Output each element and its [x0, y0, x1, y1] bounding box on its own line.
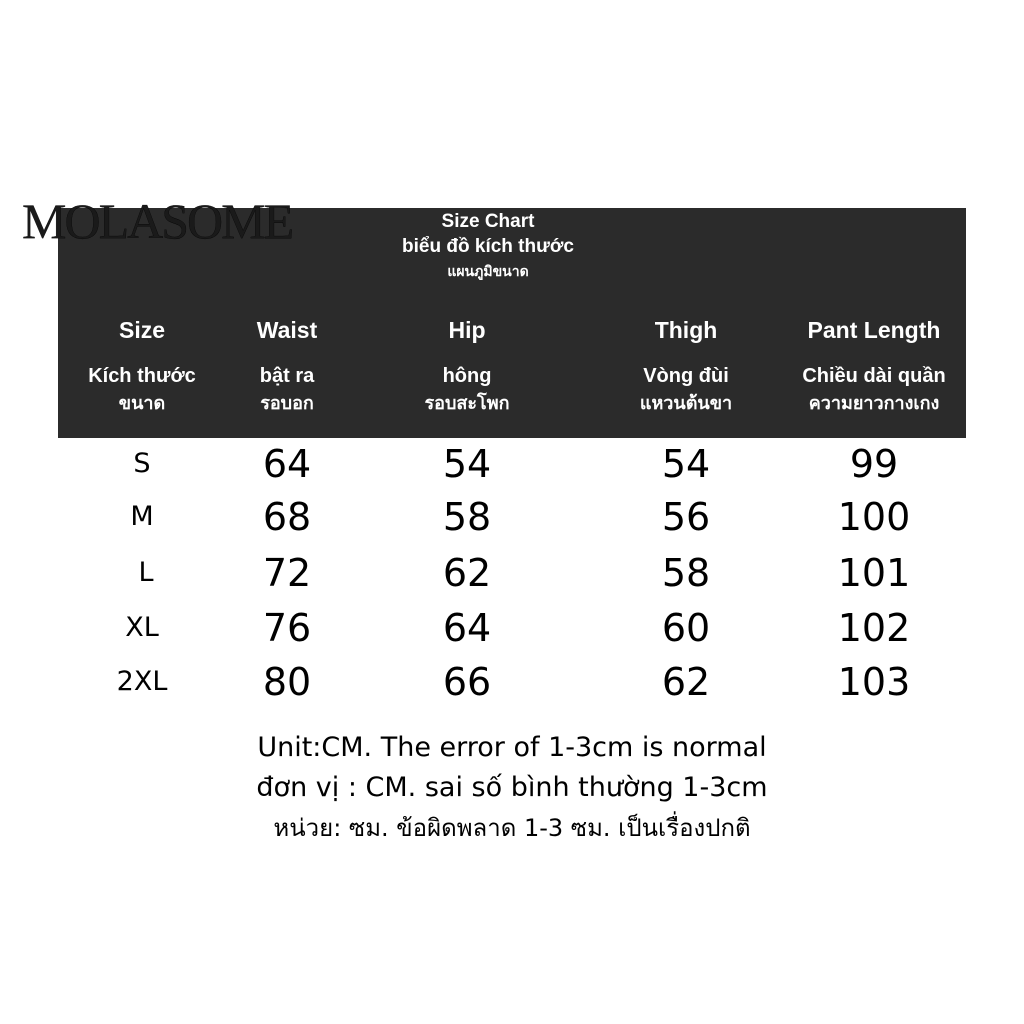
column-header-size — [68, 312, 216, 416]
hip-cell: 58 — [442, 495, 492, 539]
pant-length-cell: 102 — [837, 606, 911, 650]
hip-cell: 66 — [442, 660, 492, 704]
size-cell: S — [133, 448, 151, 479]
pant-length-cell: 100 — [837, 495, 911, 539]
column-header-en: Hip — [448, 317, 486, 343]
column-header-en: Pant Length — [807, 317, 941, 343]
column-header-th: รอบสะโพก — [424, 393, 510, 413]
pant-length-cell: 101 — [837, 551, 911, 595]
thigh-cell: 60 — [661, 606, 711, 650]
table-row — [0, 655, 1024, 709]
table-row — [0, 546, 1024, 600]
waist-cell: 80 — [262, 660, 312, 704]
hip-cell: 64 — [442, 606, 492, 650]
unit-note-vi: đơn vị : CM. sai số bình thường 1-3cm — [256, 772, 768, 803]
column-header-vi: bật ra — [259, 365, 315, 387]
column-header-th: ขนาด — [118, 393, 166, 413]
column-header-en: Thigh — [654, 317, 718, 343]
table-row — [0, 490, 1024, 544]
chart-title-vi: biểu đồ kích thước — [402, 236, 574, 257]
pant-length-cell: 103 — [837, 660, 911, 704]
table-row — [0, 437, 1024, 491]
column-header-en: Waist — [256, 317, 318, 343]
chart-title-en: Size Chart — [441, 211, 535, 232]
brand-logo: MOLASOME — [22, 193, 293, 249]
column-header-vi: hông — [442, 365, 492, 387]
waist-cell: 76 — [262, 606, 312, 650]
column-header-th: แหวนต้นขา — [639, 393, 733, 413]
pant-length-cell: 99 — [849, 442, 899, 486]
column-header-vi: Kích thước — [88, 365, 196, 387]
waist-cell: 68 — [262, 495, 312, 539]
unit-note-th: หน่วย: ซม. ข้อผิดพลาด 1-3 ซม. เป็นเรื่องปกติ — [273, 814, 751, 842]
thigh-cell: 54 — [661, 442, 711, 486]
hip-cell: 62 — [442, 551, 492, 595]
chart-title — [370, 210, 606, 282]
column-header-waist — [222, 312, 352, 416]
size-cell: L — [138, 557, 154, 588]
size-cell: XL — [125, 612, 159, 643]
thigh-cell: 58 — [661, 551, 711, 595]
column-header-pant-length — [784, 312, 964, 416]
unit-notes — [0, 728, 1024, 848]
column-header-hip — [392, 312, 542, 416]
column-header-th: ความยาวกางเกง — [808, 393, 940, 413]
chart-title-th: แผนภูมิขนาด — [447, 263, 529, 279]
column-header-vi: Chiều dài quần — [802, 365, 946, 387]
unit-note-en: Unit:CM. The error of 1-3cm is normal — [257, 732, 767, 763]
waist-cell: 64 — [262, 442, 312, 486]
size-cell: M — [130, 501, 154, 532]
table-row — [0, 601, 1024, 655]
thigh-cell: 62 — [661, 660, 711, 704]
column-header-vi: Vòng đùi — [643, 365, 729, 387]
thigh-cell: 56 — [661, 495, 711, 539]
column-header-thigh — [606, 312, 766, 416]
column-header-en: Size — [118, 317, 166, 343]
hip-cell: 54 — [442, 442, 492, 486]
size-cell: 2XL — [116, 666, 168, 697]
column-header-th: รอบอก — [260, 393, 314, 413]
waist-cell: 72 — [262, 551, 312, 595]
